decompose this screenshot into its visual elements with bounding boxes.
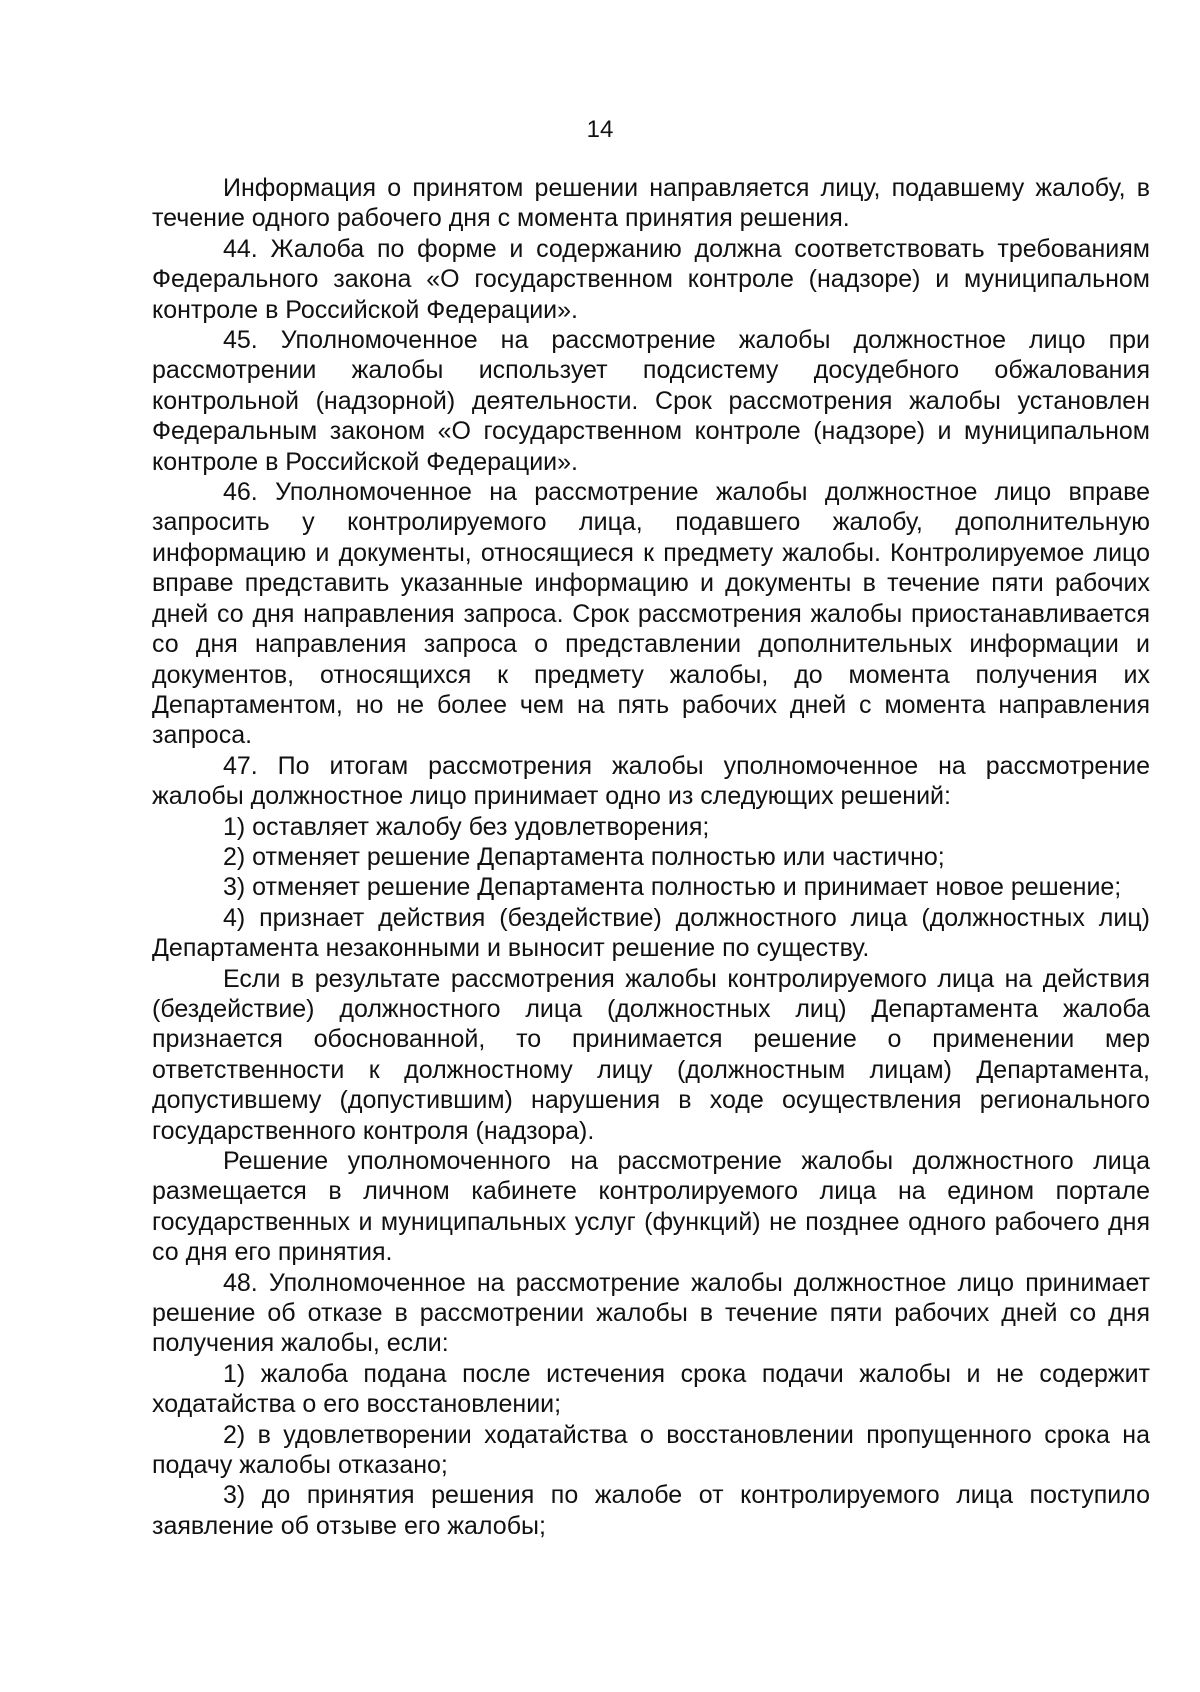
document-body [152,173,1150,1541]
paragraph-47: 47. По итогам рассмотрения жалобы уполномоченное на рассмотрение жалобы должностное лицо принимает одно из следующих решений: [152,751,1150,811]
list-item-48-3: 3) до принятия решения по жалобе от контролируемого лица поступило заявление об отзыве его жалобы; [152,1481,1150,1540]
list-item-47-3: 3) отменяет решение Департамента полностью и принимает новое решение; [223,873,1122,902]
paragraph-decision-posting: Решение уполномоченного на рассмотрение жалобы должностного лица размещается в личном кабинете контролируемого лица на едином портале государственных и муниципальных услуг (функций) не позднее одного рабочего дня со дня его принятия. [152,1147,1150,1267]
list-item-48-2: 2) в удовлетворении ходатайства о восстановлении пропущенного срока на подачу жалобы отказано; [152,1420,1150,1480]
page-number: 14 [586,116,614,143]
paragraph-48: 48. Уполномоченное на рассмотрение жалобы должностное лицо принимает решение об отказе в рассмотрении жалобы в течение пяти рабочих дней со дня получения жалобы, если: [152,1268,1150,1358]
paragraph-45: 45. Уполномоченное на рассмотрение жалобы должностное лицо при рассмотрении жалобы использует подсистему досудебного обжалования контрольной (надзорной) деятельности. Срок рассмотрения жалобы установлен Федеральным законом «О государственном контроле (надзоре) и муниципальном контроле в Российской Федерации». [152,326,1150,476]
list-item-48-1: 1) жалоба подана после истечения срока подачи жалобы и не содержит ходатайства о его восстановлении; [152,1359,1150,1419]
paragraph-decision-info: Информация о принятом решении направляется лицу, подавшему жалобу, в течение одного рабочего дня с момента принятия решения. [152,174,1150,233]
list-item-47-4: 4) признает действия (бездействие) должностного лица (должностных лиц) Департамента незаконными и выносит решение по существу. [152,903,1150,963]
list-item-47-1: 1) оставляет жалобу без удовлетворения; [223,812,710,841]
paragraph-44: 44. Жалоба по форме и содержанию должна соответствовать требованиям Федерального закона «О государственном контроле (надзоре) и муниципальном контроле в Российской Федерации». [152,234,1150,324]
paragraph-liability: Если в результате рассмотрения жалобы контролируемого лица на действия (бездействие) должностного лица (должностных лиц) Департамента жалоба признается обоснованной, то принимается решение о применении мер ответственности к должностному лицу (должностным лицам) Департамента, допустившему (допустившим) нарушения в ходе осуществления регионального государственного контроля (надзора). [152,964,1150,1145]
list-item-47-2: 2) отменяет решение Департамента полностью или частично; [223,842,945,871]
paragraph-46: 46. Уполномоченное на рассмотрение жалобы должностное лицо вправе запросить у контролируемого лица, подавшего жалобу, дополнительную информацию и документы, относящиеся к предмету жалобы. Контролируемое лицо вправе представить указанные информацию и документы в течение пяти рабочих дней со дня направления запроса. Срок рассмотрения жалобы приостанавливается со дня направления запроса о представлении дополнительных информации и документов, относящихся к предмету жалобы, до момента получения их Департаментом, но не более чем на пять рабочих дней с момента направления запроса. [152,478,1150,750]
